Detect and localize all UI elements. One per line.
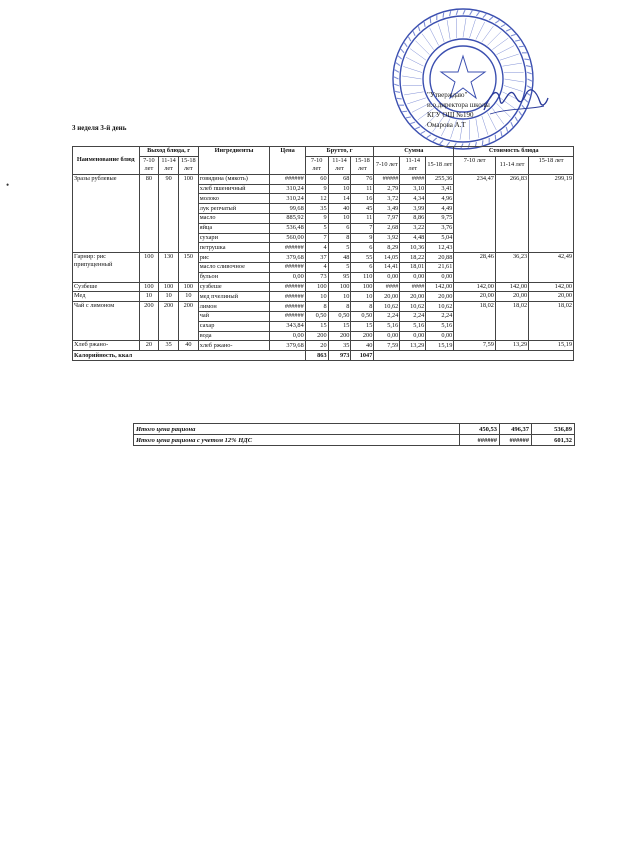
gross-cell: 10 — [305, 292, 328, 302]
output-cell: 40 — [178, 341, 198, 351]
price-cell: ###### — [270, 282, 305, 292]
ingredient-cell: хлеб пшеничный — [198, 184, 270, 194]
gross-cell: 10 — [328, 292, 351, 302]
sum-cell: 0,00 — [426, 272, 454, 282]
sum-cell: 3,99 — [400, 204, 426, 214]
gross-cell: 5 — [328, 262, 351, 272]
gross-cell: 100 — [328, 282, 351, 292]
totals-row — [134, 424, 575, 435]
header-cost-age-7-10: 7-10 лет — [454, 156, 496, 174]
dish-cost-cell: 266,83 — [495, 174, 528, 252]
gross-cell: 0,50 — [351, 311, 374, 321]
gross-cell: 200 — [305, 331, 328, 341]
gross-cell: 76 — [351, 174, 374, 184]
ingredient-cell: лимон — [198, 302, 270, 312]
approval-block — [427, 90, 490, 130]
dish-cost-cell: 18,02 — [529, 302, 574, 341]
sum-cell: 14,05 — [374, 253, 400, 263]
header-ingredients: Ингредиенты — [198, 147, 270, 175]
gross-cell: 8 — [328, 302, 351, 312]
gross-cell: 15 — [351, 321, 374, 331]
output-cell: 200 — [159, 302, 179, 341]
output-cell: 90 — [159, 174, 179, 252]
price-cell: 0,00 — [270, 331, 305, 341]
sum-cell: 2,24 — [374, 311, 400, 321]
sum-cell: 20,88 — [426, 253, 454, 263]
sum-cell: 5,16 — [426, 321, 454, 331]
output-cell: 100 — [139, 282, 159, 292]
dish-cost-cell: 15,19 — [529, 341, 574, 351]
output-cell: 80 — [139, 174, 159, 252]
gross-cell: 7 — [351, 223, 374, 233]
dish-cost-cell: 20,00 — [454, 292, 496, 302]
sum-cell: 3,92 — [374, 233, 400, 243]
dish-cost-cell: 42,49 — [529, 253, 574, 282]
ingredient-cell: масло сливочное — [198, 262, 270, 272]
gross-cell: 0,50 — [328, 311, 351, 321]
totals-value: 496,37 — [500, 424, 532, 435]
gross-cell: 8 — [305, 302, 328, 312]
ingredient-cell: вода — [198, 331, 270, 341]
ingredient-cell: масло — [198, 213, 270, 223]
gross-cell: 15 — [305, 321, 328, 331]
sum-cell: 18,01 — [400, 262, 426, 272]
dish-cost-cell: 7,59 — [454, 341, 496, 351]
gross-cell: 5 — [328, 243, 351, 253]
output-cell: 100 — [159, 282, 179, 292]
approval-line-3: КГУ ОШ №190 — [427, 111, 474, 119]
menu-table — [72, 146, 574, 361]
gross-cell: 55 — [351, 253, 374, 263]
output-cell: 150 — [178, 253, 198, 282]
gross-cell: 68 — [328, 174, 351, 184]
output-cell: 100 — [178, 174, 198, 252]
table-row — [73, 253, 574, 263]
totals-label: Итого цена рациона с учетом 12% НДС — [134, 435, 460, 446]
price-cell: ###### — [270, 262, 305, 272]
gross-cell: 11 — [351, 184, 374, 194]
dish-name-cell: Мед — [73, 292, 140, 302]
sum-cell: 3,22 — [400, 223, 426, 233]
dish-cost-cell: 20,00 — [529, 292, 574, 302]
gross-cell: 9 — [305, 213, 328, 223]
price-cell: ###### — [270, 292, 305, 302]
totals-value: 450,53 — [460, 424, 500, 435]
gross-cell: 200 — [328, 331, 351, 341]
sum-cell: 10,62 — [374, 302, 400, 312]
calories-value: 1047 — [351, 351, 374, 361]
header-sum: Сумма — [374, 147, 454, 157]
sum-cell: 7,59 — [374, 341, 400, 351]
sum-cell: 5,16 — [374, 321, 400, 331]
header-sum-age-15-18: 15-18 лет — [426, 156, 454, 174]
sum-cell: 15,19 — [426, 341, 454, 351]
gross-cell: 7 — [305, 233, 328, 243]
header-cost-age-11-14: 11-14 лет — [495, 156, 528, 174]
ingredient-cell: лук репчатый — [198, 204, 270, 214]
output-cell: 20 — [139, 341, 159, 351]
output-cell: 10 — [139, 292, 159, 302]
price-cell: 379,68 — [270, 341, 305, 351]
dish-cost-cell: 20,00 — [495, 292, 528, 302]
gross-cell: 15 — [328, 321, 351, 331]
gross-cell: 0,50 — [305, 311, 328, 321]
approval-line-4: Омарова А.Т — [427, 121, 466, 129]
ingredient-cell: сухари — [198, 233, 270, 243]
dish-name-cell: Сузбеше — [73, 282, 140, 292]
output-cell: 200 — [139, 302, 159, 341]
totals-table-body — [134, 424, 575, 446]
sum-cell: 2,24 — [400, 311, 426, 321]
totals-value: ###### — [500, 435, 532, 446]
sum-cell: 0,00 — [426, 331, 454, 341]
dish-name-cell: Гарнир: рис припущенный — [73, 253, 140, 282]
totals-value: 536,89 — [532, 424, 575, 435]
price-cell: 536,48 — [270, 223, 305, 233]
gross-cell: 73 — [305, 272, 328, 282]
price-cell: ###### — [270, 243, 305, 253]
gross-cell: 45 — [351, 204, 374, 214]
ingredient-cell: мед пчелиный — [198, 292, 270, 302]
dish-cost-cell: 142,00 — [495, 282, 528, 292]
header-output-age-15-18: 15-18 лет — [178, 156, 198, 174]
gross-cell: 10 — [328, 184, 351, 194]
sum-cell: 20,00 — [374, 292, 400, 302]
sum-cell: 10,36 — [400, 243, 426, 253]
sum-cell: 3,72 — [374, 194, 400, 204]
sum-cell: 142,00 — [426, 282, 454, 292]
output-cell: 10 — [178, 292, 198, 302]
sum-cell: 7,97 — [374, 213, 400, 223]
totals-row — [134, 435, 575, 446]
dish-name-cell: Зразы рублевые — [73, 174, 140, 252]
sum-cell: 2,24 — [426, 311, 454, 321]
sum-cell: #### — [400, 174, 426, 184]
official-stamp-seal — [388, 4, 538, 154]
output-cell: 130 — [159, 253, 179, 282]
gross-cell: 60 — [305, 174, 328, 184]
gross-cell: 12 — [305, 194, 328, 204]
stray-dot-mark: • — [6, 180, 10, 190]
price-cell: ###### — [270, 311, 305, 321]
header-cost-age-15-18: 15-18 лет — [529, 156, 574, 174]
ingredient-cell: рис — [198, 253, 270, 263]
sum-cell: 8,86 — [400, 213, 426, 223]
sum-cell: ##### — [374, 174, 400, 184]
dish-cost-cell: 18,02 — [495, 302, 528, 341]
sum-cell: #### — [374, 282, 400, 292]
sum-cell: 8,29 — [374, 243, 400, 253]
sum-cell: 12,43 — [426, 243, 454, 253]
price-cell: 99,68 — [270, 204, 305, 214]
ingredient-cell: говядина (мякоть) — [198, 174, 270, 184]
gross-cell: 20 — [305, 341, 328, 351]
sum-cell: 20,00 — [426, 292, 454, 302]
gross-cell: 6 — [328, 223, 351, 233]
sum-cell: 20,00 — [400, 292, 426, 302]
gross-cell: 8 — [328, 233, 351, 243]
table-row — [73, 174, 574, 184]
gross-cell: 4 — [305, 243, 328, 253]
price-cell: 560,00 — [270, 233, 305, 243]
sum-cell: 2,68 — [374, 223, 400, 233]
ingredient-cell: сахар — [198, 321, 270, 331]
price-cell: ###### — [270, 302, 305, 312]
sum-cell: 21,61 — [426, 262, 454, 272]
sum-cell: 2,79 — [374, 184, 400, 194]
output-cell: 100 — [178, 282, 198, 292]
week-day-title: 3 неделя 3-й день — [72, 124, 127, 132]
sum-cell: 10,62 — [426, 302, 454, 312]
calories-value: 863 — [305, 351, 328, 361]
sum-cell: 3,76 — [426, 223, 454, 233]
output-cell: 100 — [139, 253, 159, 282]
sum-cell: #### — [400, 282, 426, 292]
ingredient-cell: петрушка — [198, 243, 270, 253]
calories-value: 973 — [328, 351, 351, 361]
approval-line-1: "Утверждаю" — [427, 91, 468, 99]
dish-cost-cell: 142,00 — [454, 282, 496, 292]
gross-cell: 95 — [328, 272, 351, 282]
gross-cell: 200 — [351, 331, 374, 341]
gross-cell: 37 — [305, 253, 328, 263]
calories-row — [73, 351, 574, 361]
totals-table — [133, 423, 575, 446]
header-price: Цена — [270, 147, 305, 175]
ingredient-cell: сузбеше — [198, 282, 270, 292]
gross-cell: 11 — [351, 213, 374, 223]
price-cell: ###### — [270, 174, 305, 184]
gross-cell: 6 — [351, 243, 374, 253]
sum-cell: 10,62 — [400, 302, 426, 312]
header-output: Выход блюда, г — [139, 147, 198, 157]
header-gross: Брутто, г — [305, 147, 374, 157]
sum-cell: 3,49 — [374, 204, 400, 214]
gross-cell: 40 — [351, 341, 374, 351]
price-cell: 379,68 — [270, 253, 305, 263]
ingredient-cell: бульон — [198, 272, 270, 282]
sum-cell: 4,34 — [400, 194, 426, 204]
dish-cost-cell: 13,29 — [495, 341, 528, 351]
sum-cell: 4,48 — [400, 233, 426, 243]
sum-cell: 3,10 — [400, 184, 426, 194]
price-cell: 310,24 — [270, 194, 305, 204]
sum-cell: 0,00 — [374, 331, 400, 341]
price-cell: 885,92 — [270, 213, 305, 223]
gross-cell: 14 — [328, 194, 351, 204]
dish-cost-cell: 142,00 — [529, 282, 574, 292]
price-cell: 310,24 — [270, 184, 305, 194]
totals-value: ###### — [460, 435, 500, 446]
gross-cell: 10 — [328, 213, 351, 223]
sum-cell: 0,00 — [400, 331, 426, 341]
totals-value: 601,32 — [532, 435, 575, 446]
output-cell: 200 — [178, 302, 198, 341]
dish-cost-cell: 234,47 — [454, 174, 496, 252]
gross-cell: 48 — [328, 253, 351, 263]
price-cell: 0,00 — [270, 272, 305, 282]
ingredient-cell: яйца — [198, 223, 270, 233]
dish-name-cell: Чай с лимоном — [73, 302, 140, 341]
sum-cell: 5,16 — [400, 321, 426, 331]
header-cost: Стоимость блюда — [454, 147, 574, 157]
sum-cell: 5,04 — [426, 233, 454, 243]
table-row — [73, 282, 574, 292]
header-dish: Наименование блюд — [73, 147, 140, 175]
gross-cell: 8 — [351, 302, 374, 312]
gross-cell: 6 — [351, 262, 374, 272]
sum-cell: 14,41 — [374, 262, 400, 272]
gross-cell: 9 — [305, 184, 328, 194]
header-gross-age-7-10: 7-10 лет — [305, 156, 328, 174]
header-gross-age-11-14: 11-14 лет — [328, 156, 351, 174]
sum-cell: 4,96 — [426, 194, 454, 204]
gross-cell: 110 — [351, 272, 374, 282]
approval-line-2: и.о.директора школы — [427, 101, 490, 109]
gross-cell: 10 — [351, 292, 374, 302]
gross-cell: 100 — [305, 282, 328, 292]
director-signature — [480, 80, 550, 120]
sum-cell: 13,29 — [400, 341, 426, 351]
calories-label: Калорийность, ккал — [73, 351, 306, 361]
ingredient-cell: молоко — [198, 194, 270, 204]
ingredient-cell: чай — [198, 311, 270, 321]
gross-cell: 4 — [305, 262, 328, 272]
gross-cell: 9 — [351, 233, 374, 243]
sum-cell: 3,41 — [426, 184, 454, 194]
header-gross-age-15-18: 15-18 лет — [351, 156, 374, 174]
gross-cell: 5 — [305, 223, 328, 233]
gross-cell: 100 — [351, 282, 374, 292]
menu-table-body — [73, 174, 574, 360]
price-cell: 343,84 — [270, 321, 305, 331]
header-output-age-11-14: 11-14 лет — [159, 156, 179, 174]
calories-blank-cell — [374, 351, 574, 361]
ingredient-cell: хлеб ржано- — [198, 341, 270, 351]
table-row — [73, 292, 574, 302]
output-cell: 10 — [159, 292, 179, 302]
sum-cell: 9,75 — [426, 213, 454, 223]
gross-cell: 40 — [328, 204, 351, 214]
sum-cell: 255,36 — [426, 174, 454, 184]
gross-cell: 35 — [305, 204, 328, 214]
header-sum-age-7-10: 7-10 лет — [374, 156, 400, 174]
header-output-age-7-10: 7-10 лет — [139, 156, 159, 174]
dish-name-cell: Хлеб ржано- — [73, 341, 140, 351]
output-cell: 35 — [159, 341, 179, 351]
sum-cell: 4,49 — [426, 204, 454, 214]
dish-cost-cell: 36,23 — [495, 253, 528, 282]
dish-cost-cell: 28,46 — [454, 253, 496, 282]
gross-cell: 35 — [328, 341, 351, 351]
sum-cell: 0,00 — [400, 272, 426, 282]
sum-cell: 18,22 — [400, 253, 426, 263]
dish-cost-cell: 18,02 — [454, 302, 496, 341]
header-sum-age-11-14: 11-14 лет — [400, 156, 426, 174]
table-row — [73, 341, 574, 351]
totals-label: Итого цена рациона — [134, 424, 460, 435]
table-row — [73, 302, 574, 312]
gross-cell: 16 — [351, 194, 374, 204]
sum-cell: 0,00 — [374, 272, 400, 282]
dish-cost-cell: 299,19 — [529, 174, 574, 252]
